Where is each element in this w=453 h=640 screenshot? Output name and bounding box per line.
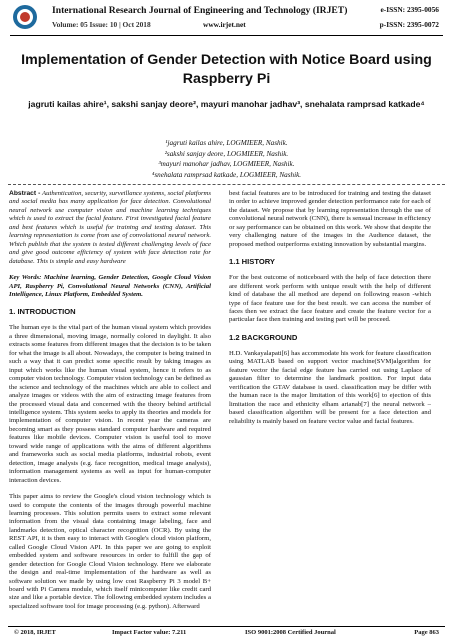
abstract-text: Authentication, security, surveillance systems, social platforms and social media has many application for face detection. Convolutional neural network use computer vision and machine learning techniques which is used to extract the facial feature. First investigated facial feature and best features which is useful for training and testing dataset. This learning representation is come from use of convolutional neural network. Which publish that the system is tested different challenging levels of face and give good outcome efficiency of system with face detection rate for database. This is simple and easy hardware bbox=[9, 190, 211, 265]
section-separator bbox=[8, 184, 445, 185]
footer-impact: Impact Factor value: 7.211 bbox=[112, 629, 187, 636]
irjet-logo-icon bbox=[12, 4, 38, 30]
journal-volume: Volume: 05 Issue: 10 | Oct 2018 bbox=[52, 20, 151, 29]
affiliations bbox=[20, 138, 433, 180]
paper-title: Implementation of Gender Detection with Notice Board using Raspberry Pi bbox=[21, 52, 432, 87]
background-paragraph: H.D. Vankayalapati[6] has accommodate his work for feature classification using MATLAB based on support vector machine(SVM)algorithm for feature vector the facial edge feature has carried out using Laplace of gaussian filter to determine the landmark position. For input data verification the GTAV database is used. classification may be differ with the human race is the major limitation of this work[6] to ejection of this limitation the race and ethnicity elham arianab[7] the neural network –based classification algorithm will be present for a face detection and reliability is mainly based on feature vector value and facial features. bbox=[229, 349, 431, 425]
left-column bbox=[9, 190, 211, 619]
right-column bbox=[229, 190, 431, 434]
footer-copyright: © 2018, IRJET bbox=[14, 629, 56, 636]
header-rule bbox=[10, 35, 443, 36]
p-issn: p-ISSN: 2395-0072 bbox=[379, 20, 439, 29]
intro-paragraph-2-continued: best facial features are to be introduced for training and testing the dataset in order to achieve improved gender detection performance rate for each of the dataset. We propose that by learning representation through the use of convolutional neural network (CNN), there is sensual increase in efficiency or say performance can be obtained on this work. We show that despite the very challenging nature of the images in the Audience dataset, the proposed method outperforms existing innovation by substantial margins. bbox=[229, 190, 431, 248]
journal-name: International Research Journal of Engineering and Technology (IRJET) bbox=[52, 5, 348, 16]
e-issn: e-ISSN: 2395-0056 bbox=[380, 5, 439, 14]
affiliation-1: ¹jagruti kailas ahire, LOGMIEER, Nashik. bbox=[165, 139, 288, 147]
intro-paragraph-2: This paper aims to review the Google's cloud vision technology which is used to compute the contents of the images through powerful machine learning processes. This solution permits users to extract some relevant information from the visual data containing image labeling, face and landmarks detection, optical character recognition (OCR). By using the REST API, it is then easy to interact with Google's cloud vision platform, called Google Cloud Vision API. In this paper we are going to exploit embedded system and software resources in order to fulfill the gap of gender detection for Google Cloud Vision technology. Here we elaborate the design and real-time implementation of the hardware as well as software solution we made by using low cost Raspberry Pi 3 model B+ board with Pi Camera module, which itself minicomputer like credit card size and like a portable device. The following embedded system includes a specialized software tool for image processing (e.g. python). Afterward bbox=[9, 493, 211, 610]
affiliation-4: ⁴snehalata ramprsad katkade, LOGMIEER, Nashik. bbox=[151, 170, 302, 179]
history-paragraph: For the best outcome of noticeboard with the help of face detection there are different work perform with unique result with the help of different kind of database the all method are depend on following reason -which type of face feature use for the best result. we can access the number of faces then we extract the face feature and create the feature vector for a particular face then training and testing part will be proceed. bbox=[229, 274, 431, 324]
keywords-label: Key Words: bbox=[9, 274, 42, 282]
journal-header bbox=[0, 0, 453, 40]
abstract-label: Abstract - bbox=[9, 190, 41, 197]
journal-website[interactable]: www.irjet.net bbox=[203, 20, 246, 29]
paper-authors: jagruti kailas ahire¹, sakshi sanjay deore², mayuri manohar jadhav³, snehalata ramprsad katkade⁴ bbox=[28, 99, 425, 109]
keywords bbox=[9, 274, 211, 299]
intro-heading: 1. INTRODUCTION bbox=[9, 307, 76, 317]
intro-paragraph-1: The human eye is the vital part of the human visual system which provides a three dimensional, moving image, normally colored in daylight. It also extracts some features from different images that the decision is to be taken for what the image is all about. Nowadays, the computer is being trained in such a way that it can predict some specific result by taking images as input which works like the human visual system, hence it refers to as computer vision technology. Computer vision technology can be defined as the science and technology of the machines which are able to collect and analyze images or videos with the aim of extracting image features from the processed visual data and concerned with the theory behind artificial intelligence system. This system seeks to apply its theories and models for implementation of computer vision. In recent year the cameras are becoming smart as they possess standard computer hardware and required features like mobile devices. Computer vision is useful tool to move toward wide range of applications with the aims of different algorithms and frameworks such as social media platforms, industrial robots, event detection, image analysis (e.g. face recognition, medical image analysis), information management systems as well as input for human-computer interaction devices. bbox=[9, 324, 211, 484]
abstract bbox=[9, 190, 211, 266]
keywords-text: Machine learning, Gender Detection, Google Cloud Vision API, Raspberry Pi, Convolutional Neural Networks (CNN), Artificial Intelligence, Linux Platform, Embedded System. bbox=[9, 274, 211, 298]
footer-iso: ISO 9001:2008 Certified Journal bbox=[245, 629, 336, 636]
affiliation-2: ²sakshi sanjay deore, LOGMIEER, Nashik. bbox=[164, 149, 289, 158]
history-heading: 1.1 HISTORY bbox=[229, 257, 275, 267]
footer-page: Page 863 bbox=[414, 629, 439, 636]
affiliation-3: ³mayuri manohar jadhav, LOGMIEER, Nashik. bbox=[158, 160, 295, 168]
footer-rule bbox=[8, 626, 445, 627]
background-heading: 1.2 BACKGROUND bbox=[229, 332, 298, 342]
